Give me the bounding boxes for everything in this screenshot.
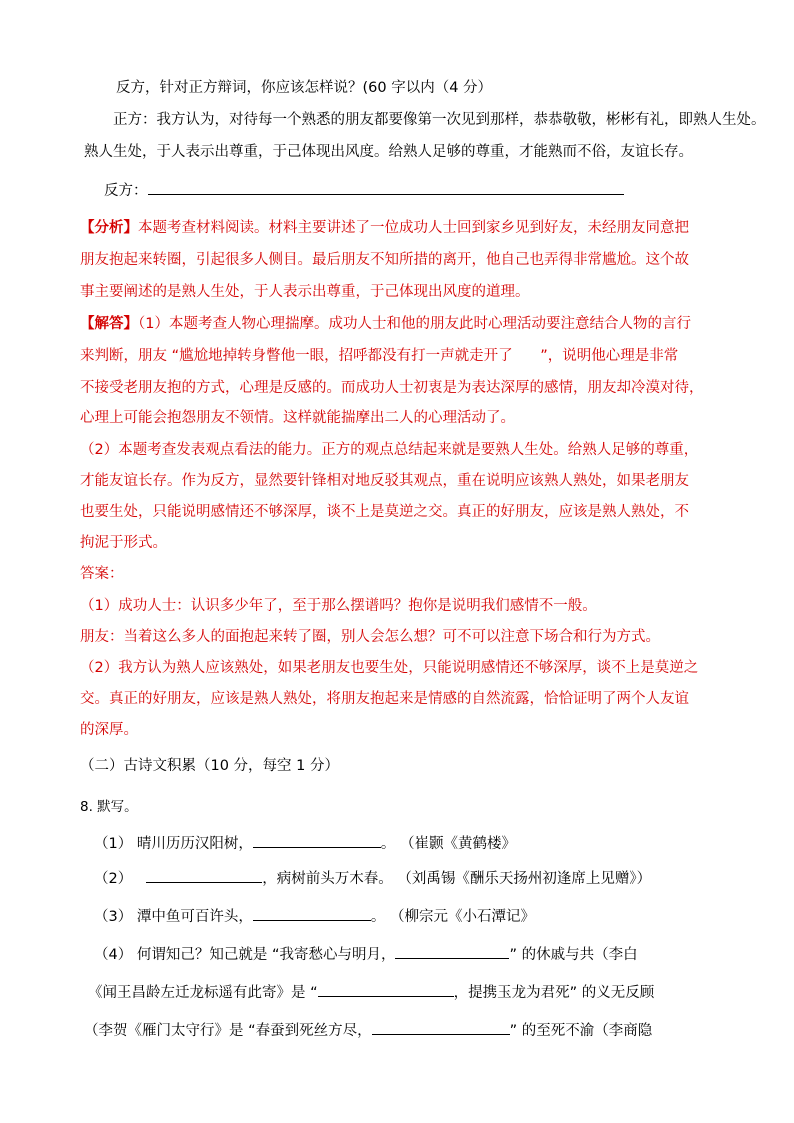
fan-label: 反方： — [104, 183, 148, 199]
answer-line3: （2）我方认为熟人应该熟处，如果老朋友也要生处，只能说明感情还不够深厚，谈不上是莫逆之 — [80, 660, 699, 676]
poem-item-2 — [94, 868, 651, 889]
solution-line4: 心理上可能会抱怨朋友不领情。这样就能揣摩出二人的心理活动了。 — [80, 410, 515, 426]
poem-item-4-prefix: （4） 何谓知己？知己就是 “我寄愁心与明月， — [94, 947, 396, 963]
solution-line8: 拘泥于形式。 — [80, 535, 167, 551]
question-8: 8. 默写。 — [80, 799, 138, 815]
poem-blank-2[interactable] — [146, 868, 262, 883]
analysis-line2: 朋友抱起来转圈，引起很多人侧目。最后朋友不知所措的离开，他自己也弄得非常尴尬。这个故 — [80, 252, 689, 268]
solution-line6: 才能友谊长存。作为反方，显然要针锋相对地反驳其观点，重在说明应该熟人熟处，如果老朋友 — [80, 473, 689, 489]
poem-blank-6[interactable] — [372, 1020, 510, 1035]
poem-item-4-line3 — [84, 1020, 652, 1041]
debate-prompt: 反方，针对正方辩词，你应该怎样说？(60 字以内（4 分） — [116, 80, 493, 96]
solution-line5: （2）本题考查发表观点看法的能力。正方的观点总结起来就是要熟人生处。给熟人足够的尊重， — [80, 442, 699, 458]
analysis-line3: 事主要阐述的是熟人生处，于人表示出尊重，于己体现出风度的道理。 — [80, 284, 530, 300]
poem-blank-1[interactable] — [253, 833, 381, 848]
answer-line1: （1）成功人士：认识多少年了，至于那么摆谱吗？抱你是说明我们感情不一般。 — [80, 598, 597, 614]
poem-item-2-prefix: （2） — [94, 871, 133, 887]
poem-item-1 — [94, 833, 516, 854]
solution-tag: 【解答】 — [80, 316, 138, 332]
analysis-tag: 【分析】 — [80, 220, 138, 236]
poem-blank-5[interactable] — [318, 982, 454, 997]
poem-item-4b-suffix: ，提携玉龙为君死” 的义无反顾 — [453, 985, 655, 1001]
solution-line7: 也要生处，只能说明感情还不够深厚，谈不上是莫逆之交。真正的好朋友，应该是熟人熟处，不 — [80, 504, 689, 520]
poem-item-1-source: 。 （崔颢《黄鹤楼》 — [380, 836, 516, 852]
section2-title: （二）古诗文积累（10 分，每空 1 分） — [80, 758, 340, 774]
poem-blank-3[interactable] — [253, 906, 371, 921]
answer-line5: 的深厚。 — [80, 722, 138, 738]
answer-line4: 交。真正的好朋友，应该是熟人熟处，将朋友抱起来是情感的自然流露，恰恰证明了两个人友谊 — [80, 691, 689, 707]
analysis-text1: 本题考查材料阅读。材料主要讲述了一位成功人士回到家乡见到好友，未经朋友同意把 — [138, 220, 689, 236]
solution-line3: 不接受老朋友抱的方式，心理是反感的。而成功人士初衷是为表达深厚的感情，朋友却冷漠对待， — [80, 380, 704, 396]
poem-item-3-prefix: （3） 潭中鱼可百许头， — [94, 909, 253, 925]
zheng-statement-line2: 熟人生处，于人表示出尊重，于己体现出风度。给熟人足够的尊重，才能熟而不俗，友谊长存。 — [84, 144, 693, 160]
analysis-line1 — [80, 218, 689, 238]
answer-line2: 朋友：当着这么多人的面抱起来转了圈，别人会怎么想？可不可以注意下场合和行为方式。 — [80, 629, 660, 645]
zheng-statement-line1: 正方：我方认为，对待每一个熟悉的朋友都要像第一次见到那样，恭恭敬敬，彬彬有礼，即熟人生处。 — [113, 112, 766, 128]
poem-item-2-source: ，病树前头万木春。 （刘禹锡《酬乐天扬州初逢席上见赠》） — [262, 871, 652, 887]
poem-item-1-prefix: （1） 晴川历历汉阳树， — [94, 836, 253, 852]
poem-item-3-source: 。 （柳宗元《小石潭记》 — [370, 909, 535, 925]
poem-item-4-suffix: ” 的休戚与共（李白 — [509, 947, 638, 963]
poem-item-4 — [94, 944, 638, 965]
poem-item-4b-prefix: 《闻王昌龄左迁龙标遥有此寄》是 “ — [88, 985, 318, 1001]
solution-line1 — [80, 314, 691, 334]
answer-label: 答案： — [80, 566, 124, 582]
poem-item-4-line2 — [88, 982, 654, 1003]
poem-item-4c-prefix: （李贺《雁门太守行》是 “春蚕到死丝方尽， — [84, 1023, 372, 1039]
poem-item-3 — [94, 906, 535, 927]
poem-item-4c-suffix: ” 的至死不渝（李商隐 — [509, 1023, 653, 1039]
fan-answer-blank[interactable] — [148, 180, 624, 195]
fan-answer-line — [104, 180, 624, 201]
solution-line2: 来判断，朋友 “尴尬地掉转身瞥他一眼，招呼都没有打一声就走开了 ”，说明他心理是非常 — [80, 348, 679, 364]
poem-blank-4[interactable] — [395, 944, 509, 959]
solution-text1: （1）本题考查人物心理揣摩。成功人士和他的朋友此时心理活动要注意结合人物的言行 — [138, 316, 691, 332]
